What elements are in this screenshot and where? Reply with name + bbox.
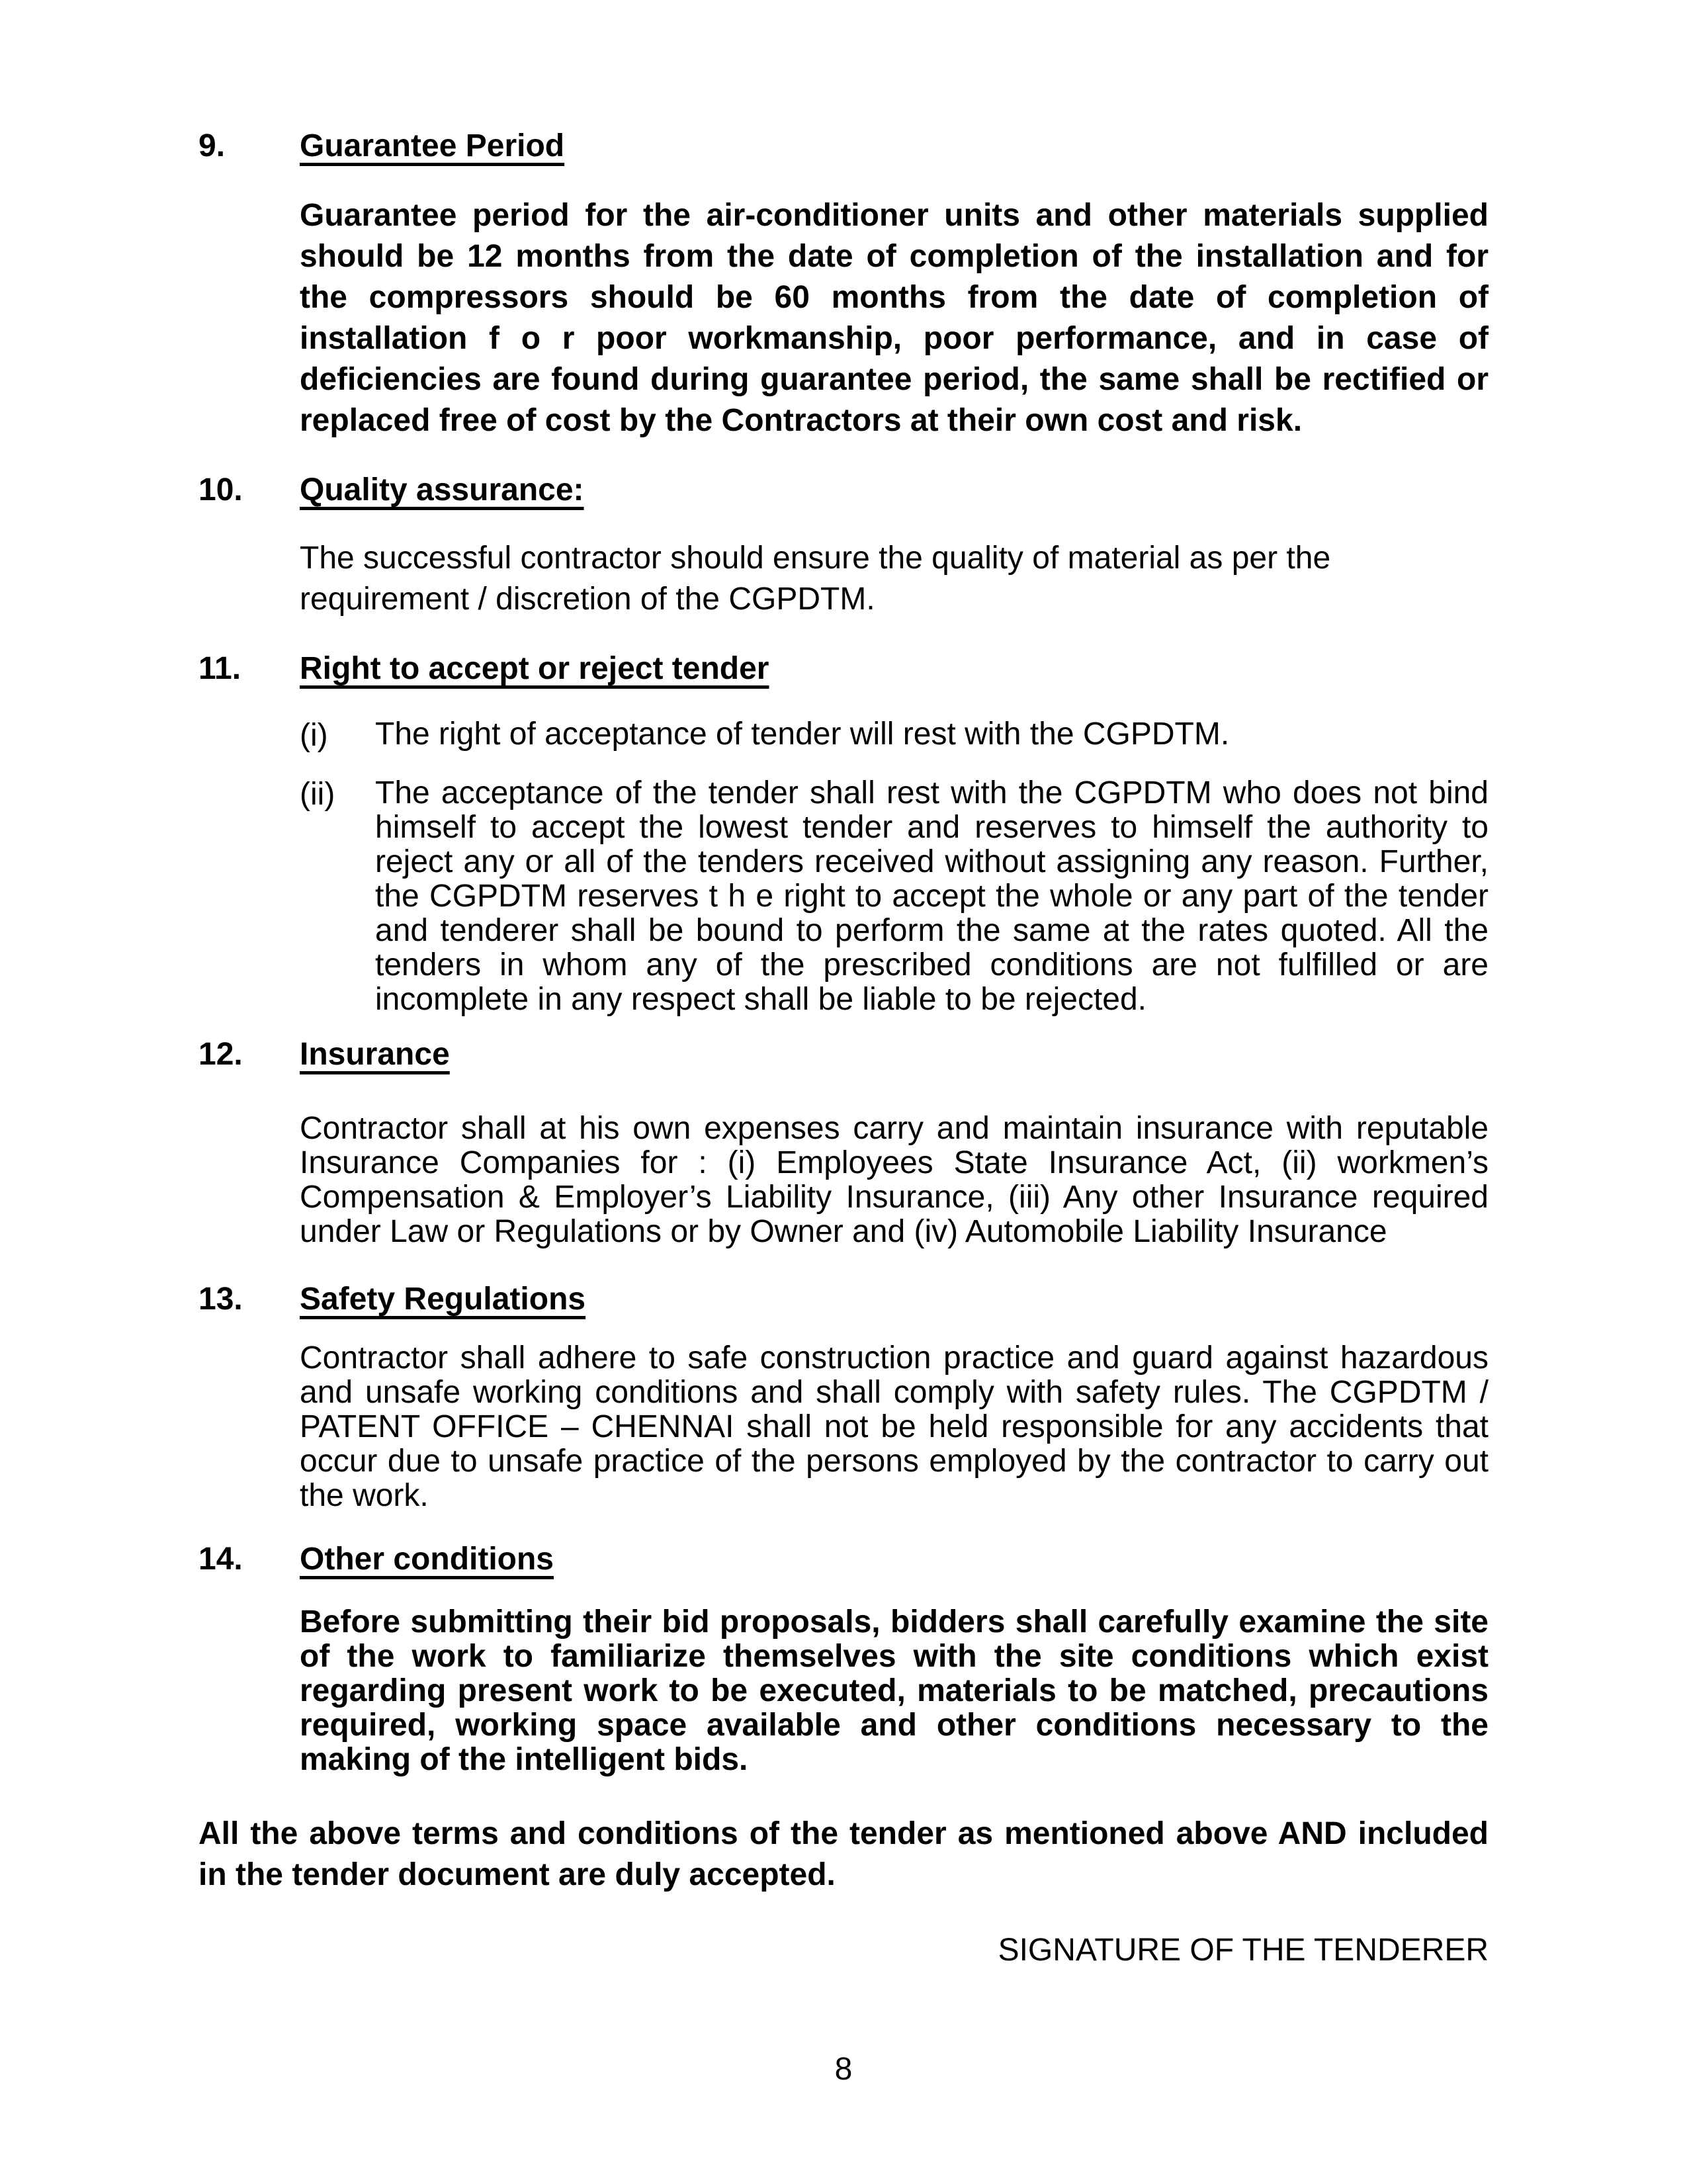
section-10-title-text: Quality assurance: <box>300 472 584 507</box>
section-12-insurance <box>198 1034 1489 1249</box>
section-13-number: 13. <box>198 1282 243 1317</box>
section-9-body <box>300 195 1489 441</box>
section-10-body <box>300 538 1489 620</box>
section-12-heading-row <box>198 1034 1489 1075</box>
section-9-heading-row <box>198 126 1489 167</box>
section-11-title <box>300 648 1489 689</box>
section-14-number: 14. <box>198 1542 243 1577</box>
section-11-item-ii-marker: (ii) <box>300 777 335 812</box>
section-14-heading-row <box>198 1539 1489 1580</box>
section-12-title <box>300 1034 1489 1075</box>
section-10-paragraph: The successful contractor should ensure the quality of material as per the requirement / discretion of the CGPDTM. <box>300 541 1331 617</box>
section-11-item-i <box>300 717 1489 754</box>
section-9-title <box>300 126 1489 167</box>
section-11-right-to-accept-or-reject <box>198 648 1489 1017</box>
section-11-title-text: Right to accept or reject tender <box>300 651 769 686</box>
section-11-item-ii-text: The acceptance of the tender shall rest with the CGPDTM who does not bind himself to accept the lowest tender and reserves to himself the authority to reject any or all of the tenders received without assigning any reason. Further, the CGPDTM reserves t h e right to accept the whole or any part of the tender and tenderer shall be bound to perform the same at the rates quoted. All the tenders in whom any of the prescribed conditions are not fulfilled or are incomplete in any respect shall be liable to be rejected. <box>375 775 1489 1017</box>
section-13-safety-regulations <box>198 1279 1489 1513</box>
section-12-body <box>300 1112 1489 1249</box>
section-13-paragraph: Contractor shall adhere to safe construction practice and guard against hazardous and unsafe working conditions and shall comply with safety rules. The CGPDTM / PATENT OFFICE – CHENNAI shall not be held responsible for any accidents that occur due to unsafe practice of the persons employed by the contractor to carry out the work. <box>300 1340 1489 1513</box>
section-9-guarantee-period <box>198 126 1489 441</box>
section-11-item-ii <box>300 776 1489 1017</box>
section-14-title <box>300 1539 1489 1580</box>
section-11-heading-row <box>198 648 1489 689</box>
section-10-quality-assurance <box>198 470 1489 620</box>
section-13-title <box>300 1279 1489 1320</box>
section-12-number: 12. <box>198 1037 243 1072</box>
section-13-body <box>300 1341 1489 1513</box>
section-9-title-text: Guarantee Period <box>300 128 565 163</box>
section-10-number: 10. <box>198 472 243 507</box>
section-12-paragraph: Contractor shall at his own expenses carry and maintain insurance with reputable Insurance Companies for : (i) Employees State Insurance Act, (ii) workmen’s Compensation & Employer’s Liability Insurance, (iii) Any other Insurance required under Law or Regulations or by Owner and (iv) Automobile Liability Insurance <box>300 1111 1489 1249</box>
section-11-item-i-marker: (i) <box>300 718 328 753</box>
section-14-paragraph: Before submitting their bid proposals, bidders shall carefully examine the site of the work to familiarize themselves with the site conditions which exist regarding present work to be executed, materials to be matched, precautions required, working space available and other conditions necessary to the making of the intelligent bids. <box>300 1604 1489 1777</box>
section-12-title-text: Insurance <box>300 1037 450 1072</box>
section-13-title-text: Safety Regulations <box>300 1282 586 1317</box>
section-11-body <box>300 717 1489 1017</box>
section-10-title <box>300 470 1489 511</box>
closing-statement: All the above terms and conditions of the tender as mentioned above AND included in the tender document are duly accepted. <box>198 1816 1489 1892</box>
section-13-heading-row <box>198 1279 1489 1320</box>
section-10-heading-row <box>198 470 1489 511</box>
section-11-item-i-text: The right of acceptance of tender will rest with the CGPDTM. <box>375 717 1230 752</box>
page-number: 8 <box>834 2052 853 2087</box>
section-14-body <box>300 1605 1489 1777</box>
section-11-number: 11. <box>198 651 241 686</box>
signature-line: SIGNATURE OF THE TENDERER <box>998 1933 1489 1968</box>
section-14-title-text: Other conditions <box>300 1542 554 1577</box>
section-9-paragraph: Guarantee period for the air-conditioner units and other materials supplied should be 12 months from the date of completion of the installation and for the compressors should be 60 months from the date of completion of installation f o r poor workmanship, poor performance, and in case of deficiencies are found during guarantee period, the same shall be rectified or replaced free of cost by the Contractors at their own cost and risk. <box>300 198 1489 438</box>
section-14-other-conditions <box>198 1539 1489 1777</box>
section-9-number: 9. <box>198 128 226 163</box>
